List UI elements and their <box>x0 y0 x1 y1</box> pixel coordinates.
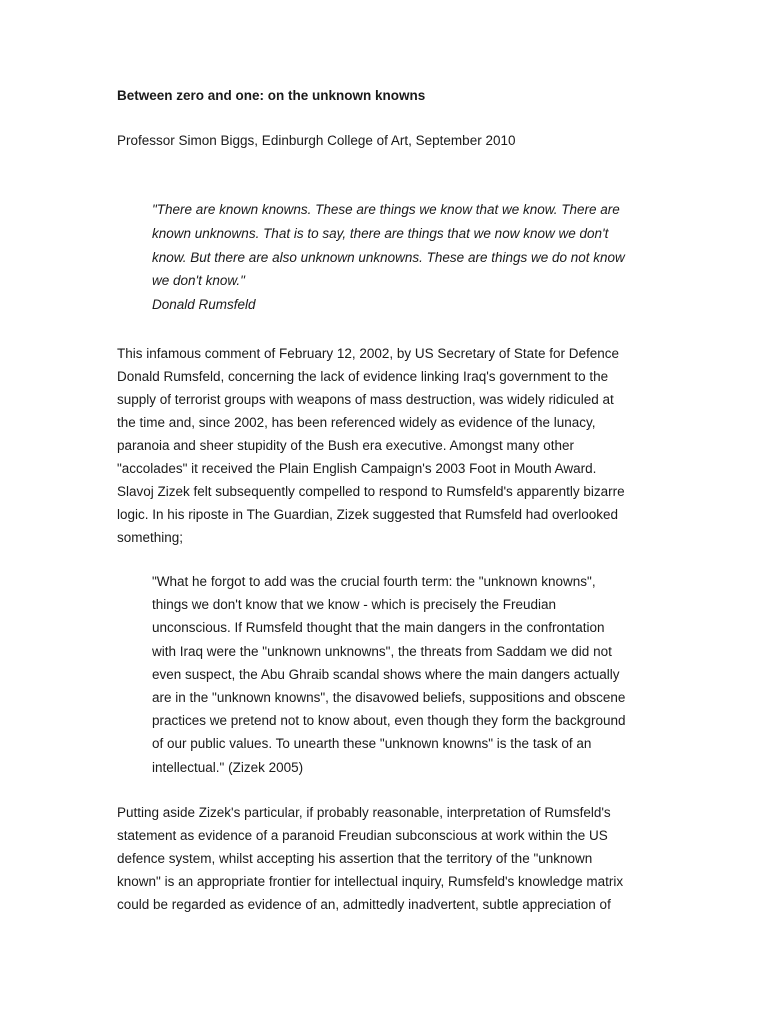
quote-line: with Iraq were the "unknown unknowns", the threats from Saddam we did not <box>152 643 612 659</box>
paragraph-line: known" is an appropriate frontier for intellectual inquiry, Rumsfeld's knowledge matrix <box>117 874 624 889</box>
epigraph-line: "There are known knowns. These are things we know that we know. There are <box>152 202 620 217</box>
document-title: Between zero and one: on the unknown knowns <box>117 88 426 103</box>
epigraph-quote <box>152 198 662 317</box>
quote-line: "What he forgot to add was the crucial fourth term: the "unknown knowns", <box>152 574 596 589</box>
paragraph-line: This infamous comment of February 12, 2002, by US Secretary of State for Defence <box>117 346 619 361</box>
quote-line: are in the "unknown knowns", the disavowed beliefs, suppositions and obscene <box>152 690 626 706</box>
body-paragraph-2 <box>117 801 662 916</box>
epigraph-line: know. But there are also unknown unknowns. These are things we do not know <box>152 249 625 265</box>
paragraph-line: something; <box>117 530 184 545</box>
quote-line: of our public values. To unearth these "unknown knowns" is the task of an <box>152 736 592 752</box>
author-byline: Professor Simon Biggs, Edinburgh College of Art, September 2010 <box>117 133 516 148</box>
quote-line: things we don't know that we know - which is precisely the Freudian <box>152 597 557 613</box>
paragraph-line: defence system, whilst accepting his assertion that the territory of the "unknown <box>117 851 593 866</box>
paragraph-line: could be regarded as evidence of an, admittedly inadvertent, subtle appreciation of <box>117 897 611 912</box>
quote-line: unconscious. If Rumsfeld thought that the main dangers in the confrontation <box>152 620 605 636</box>
body-paragraph-1 <box>117 342 662 549</box>
paragraph-line: Slavoj Zizek felt subsequently compelled to respond to Rumsfeld's apparently bizarre <box>117 484 625 499</box>
quote-line: even suspect, the Abu Ghraib scandal shows where the main dangers actually <box>152 666 620 682</box>
paragraph-line: Donald Rumsfeld, concerning the lack of evidence linking Iraq's government to the <box>117 369 609 384</box>
epigraph-line: known unknowns. That is to say, there are things that we now know we don't <box>152 225 609 241</box>
paragraph-line: statement as evidence of a paranoid Freudian subconscious at work within the US <box>117 828 608 843</box>
paragraph-line: "accolades" it received the Plain English Campaign's 2003 Foot in Mouth Award. <box>117 461 597 476</box>
paragraph-line: the time and, since 2002, has been referenced widely as evidence of the lunacy, <box>117 415 596 430</box>
paragraph-line: supply of terrorist groups with weapons of mass destruction, was widely ridiculed at <box>117 392 614 407</box>
block-quote <box>152 570 662 779</box>
epigraph-attribution: Donald Rumsfeld <box>152 297 256 313</box>
epigraph-line: we don't know." <box>152 273 245 289</box>
paragraph-line: logic. In his riposte in The Guardian, Zizek suggested that Rumsfeld had overlooked <box>117 507 619 522</box>
paragraph-line: Putting aside Zizek's particular, if probably reasonable, interpretation of Rumsfeld's <box>117 805 611 820</box>
quote-line: practices we pretend not to know about, even though they form the background <box>152 713 626 729</box>
paragraph-line: paranoia and sheer stupidity of the Bush era executive. Amongst many other <box>117 438 575 453</box>
quote-line: intellectual." (Zizek 2005) <box>152 759 304 775</box>
